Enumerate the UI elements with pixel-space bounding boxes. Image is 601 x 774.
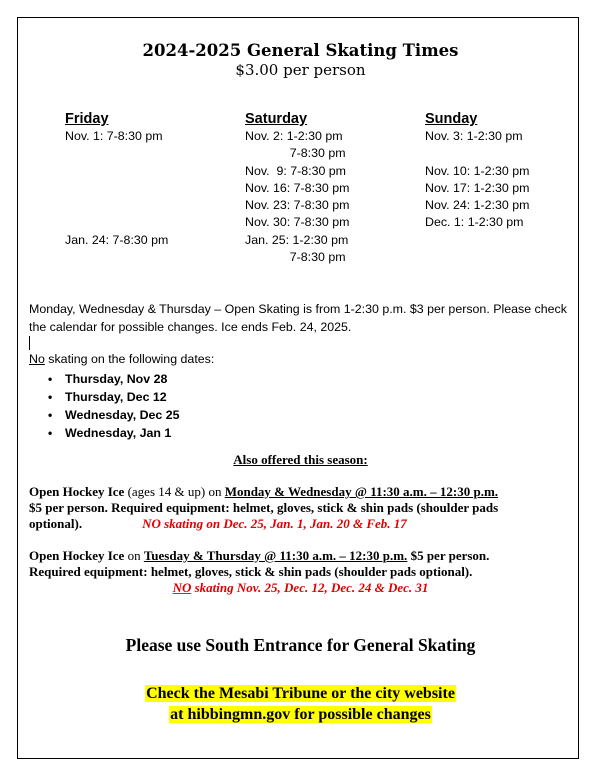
hockey-1-name: Open Hockey Ice xyxy=(29,484,125,499)
open-skating-paragraph: Monday, Wednesday & Thursday – Open Skating is from 1-2:30 p.m. $3 per person. Please check the calendar for possible changes. Ice ends Feb. 24, 2025. xyxy=(29,302,567,334)
no-underlined: No xyxy=(29,352,45,366)
schedule-entry: Nov. 2: 1-2:30 pm xyxy=(245,129,343,143)
also-offered-heading: Also offered this season: xyxy=(233,452,368,467)
schedule-entry xyxy=(65,197,168,214)
no-skating-heading-rest: skating on the following dates: xyxy=(44,352,215,366)
check-notice-line-2 xyxy=(0,706,601,724)
highlighted-text: at hibbingmn.gov for possible changes xyxy=(170,706,431,723)
list-item: • Thursday, Nov 28 xyxy=(48,370,180,388)
schedule-entry xyxy=(65,214,168,231)
day-heading: Saturday xyxy=(245,111,308,127)
schedule-entry: Nov. 16: 7-8:30 pm xyxy=(245,180,350,195)
hockey-1-price-equipment: $5 per person. Required equipment: helmet, gloves, stick & shin pads (shoulder pads xyxy=(29,500,499,515)
schedule-entry: Nov. 1: 7-8:30 pm xyxy=(65,129,163,143)
day-heading: Friday xyxy=(65,111,109,127)
schedule-entry: Dec. 1: 1-2:30 pm xyxy=(425,215,524,230)
no-skating-heading xyxy=(29,352,214,366)
list-item: • Thursday, Dec 12 xyxy=(48,388,180,406)
hockey-2-when: Tuesday & Thursday @ 11:30 a.m. – 12:30 p.m. xyxy=(143,548,408,563)
schedule-entry: Nov. 30: 7-8:30 pm xyxy=(245,215,350,230)
schedule-entry: Nov. 23: 7-8:30 pm xyxy=(245,198,350,213)
schedule-entry: Nov. 10: 1-2:30 pm xyxy=(425,163,530,178)
hockey-1-line-1 xyxy=(29,484,498,501)
text-cursor xyxy=(29,336,30,350)
south-entrance-notice: Please use South Entrance for General Skating xyxy=(125,635,476,655)
hockey-1-line-3 xyxy=(29,516,407,533)
schedule-entry: Nov. 17: 1-2:30 pm xyxy=(425,180,530,195)
day-heading: Sunday xyxy=(425,111,478,127)
highlighted-text: Check the Mesabi Tribune or the city website xyxy=(146,685,455,702)
hockey-2-equipment: Required equipment: helmet, gloves, stick & shin pads (shoulder pads optional). xyxy=(29,564,473,579)
list-item: • Wednesday, Jan 1 xyxy=(48,424,180,442)
hockey-2-exceptions-no: NO xyxy=(172,580,192,595)
list-item: • Wednesday, Dec 25 xyxy=(48,406,180,424)
schedule-entry: Nov. 9: 7-8:30 pm xyxy=(245,163,347,178)
hockey-2-price: $5 per person. xyxy=(407,548,490,563)
hockey-2-exceptions-rest: skating Nov. 25, Dec. 12, Dec. 24 & Dec. 31 xyxy=(191,580,429,595)
hockey-1-optional: optional). xyxy=(29,516,83,531)
schedule-entry xyxy=(65,249,168,266)
hockey-2-on: on xyxy=(124,548,144,563)
price-subtitle: $3.00 per person xyxy=(235,61,366,79)
schedule-entry: Nov. 3: 1-2:30 pm xyxy=(425,129,523,143)
hockey-1-when: Monday & Wednesday @ 11:30 a.m. – 12:30 p.m. xyxy=(224,484,499,499)
hockey-2-exceptions xyxy=(0,580,601,597)
hockey-2-name: Open Hockey Ice xyxy=(29,548,125,563)
schedule-entry xyxy=(425,145,529,162)
schedule-entry xyxy=(65,163,168,180)
schedule-entry: 7-8:30 pm xyxy=(245,250,346,265)
schedule-entry: Jan. 25: 1-2:30 pm xyxy=(245,232,349,247)
schedule-entry: 7-8:30 pm xyxy=(245,146,346,161)
schedule-column-sunday xyxy=(425,110,529,232)
schedule-entry xyxy=(65,180,168,197)
check-notice-line-1 xyxy=(0,685,601,703)
hockey-2-line-1 xyxy=(29,548,489,565)
schedule-column-friday xyxy=(65,110,168,266)
schedule-entry xyxy=(65,145,168,162)
schedule-entry: Jan. 24: 7-8:30 pm xyxy=(65,232,169,247)
schedule-column-saturday xyxy=(245,110,349,266)
schedule-entry: Nov. 24: 1-2:30 pm xyxy=(425,198,530,213)
document-title: 2024-2025 General Skating Times xyxy=(142,41,459,60)
no-skating-list xyxy=(48,370,180,442)
hockey-1-ages: (ages 14 & up) on xyxy=(124,484,225,499)
hockey-1-exceptions: NO skating on Dec. 25, Jan. 1, Jan. 20 & Feb. 17 xyxy=(142,516,407,531)
